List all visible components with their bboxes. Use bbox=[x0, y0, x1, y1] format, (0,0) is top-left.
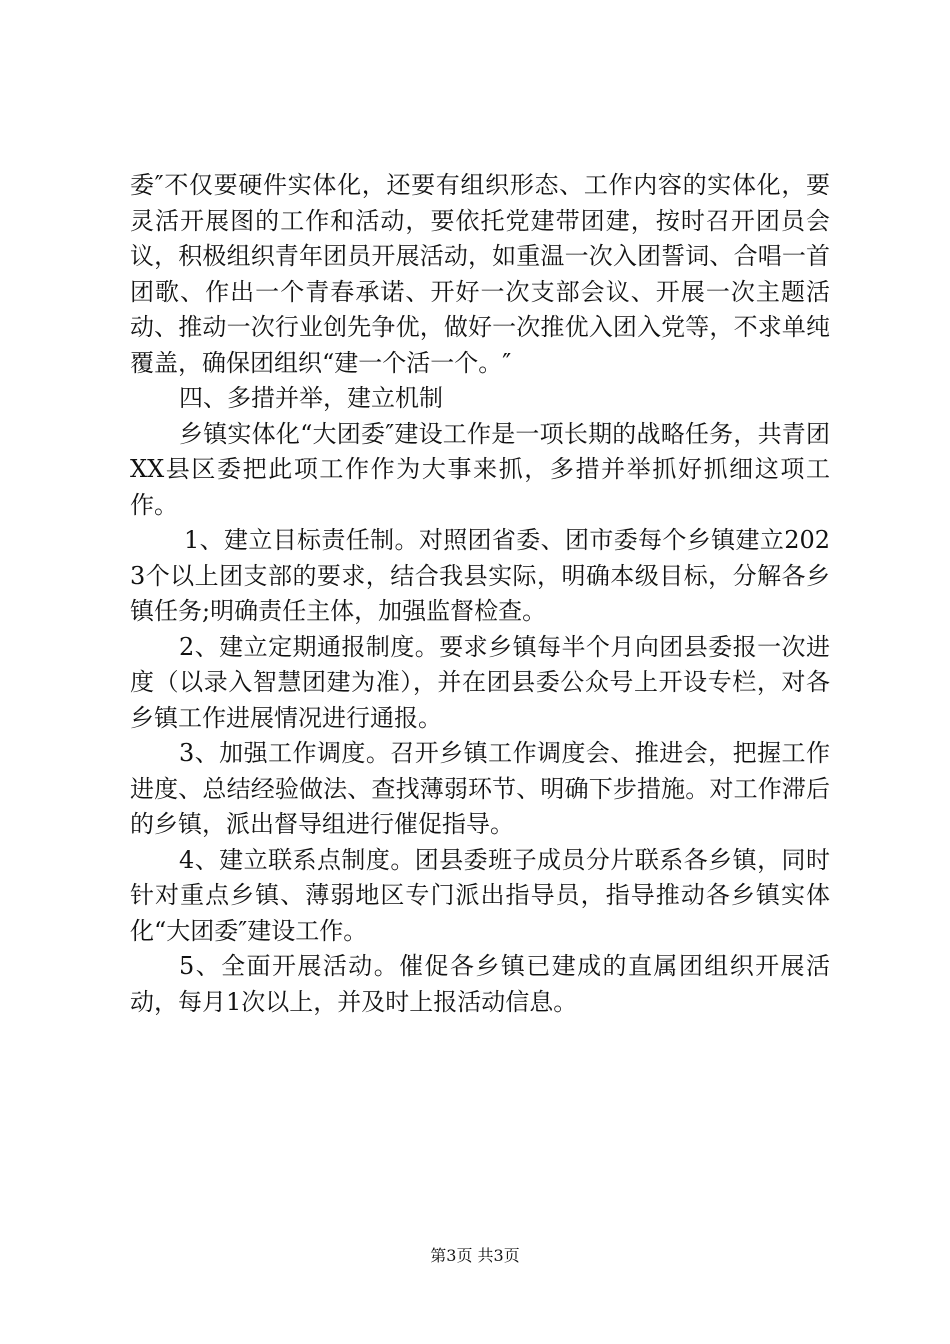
paragraph-item-2: 2、建立定期通报制度。要求乡镇每半个月向团县委报一次进度（以录入智慧团建为准），并在团县委公众号上开设专栏，对各乡镇工作进展情况进行通报。 bbox=[130, 632, 830, 732]
page-footer: 第3页 共3页 bbox=[430, 1246, 520, 1265]
document-body bbox=[130, 168, 830, 1020]
section-heading: 四、多措并举，建立机制 bbox=[179, 384, 443, 412]
paragraph-item-1: 1、建立目标责任制。对照团省委、团市委每个乡镇建立2023个以上团支部的要求，结合我县实际，明确本级目标，分解各乡镇任务;明确责任主体，加强监督检查。 bbox=[130, 526, 830, 625]
paragraph-continuation: 委″不仅要硬件实体化，还要有组织形态、工作内容的实体化，要灵活开展图的工作和活动，要依托党建带团建，按时召开团员会议，积极组织青年团员开展活动，如重温一次入团誓词、合唱一首团歌、作出一个青春承诺、开好一次支部会议、开展一次主题活动、推动一次行业创先争优，做好一次推优入团入党等，不求单纯覆盖，确保团组织“建一个活一个。″ bbox=[130, 171, 830, 377]
paragraph-item-4: 4、建立联系点制度。团县委班子成员分片联系各乡镇，同时针对重点乡镇、薄弱地区专门派出指导员，指导推动各乡镇实体化“大团委″建设工作。 bbox=[130, 845, 830, 945]
paragraph-item-5: 5、全面开展活动。催促各乡镇已建成的直属团组织开展活动，每月1次以上，并及时上报活动信息。 bbox=[130, 952, 830, 1016]
paragraph-intro: 乡镇实体化“大团委″建设工作是一项长期的战略任务，共青团XX县区委把此项工作作为大事来抓，多措并举抓好抓细这项工作。 bbox=[130, 419, 830, 519]
paragraph-item-3: 3、加强工作调度。召开乡镇工作调度会、推进会，把握工作进度、总结经验做法、查找薄弱环节、明确下步措施。对工作滞后的乡镇，派出督导组进行催促指导。 bbox=[130, 739, 830, 838]
